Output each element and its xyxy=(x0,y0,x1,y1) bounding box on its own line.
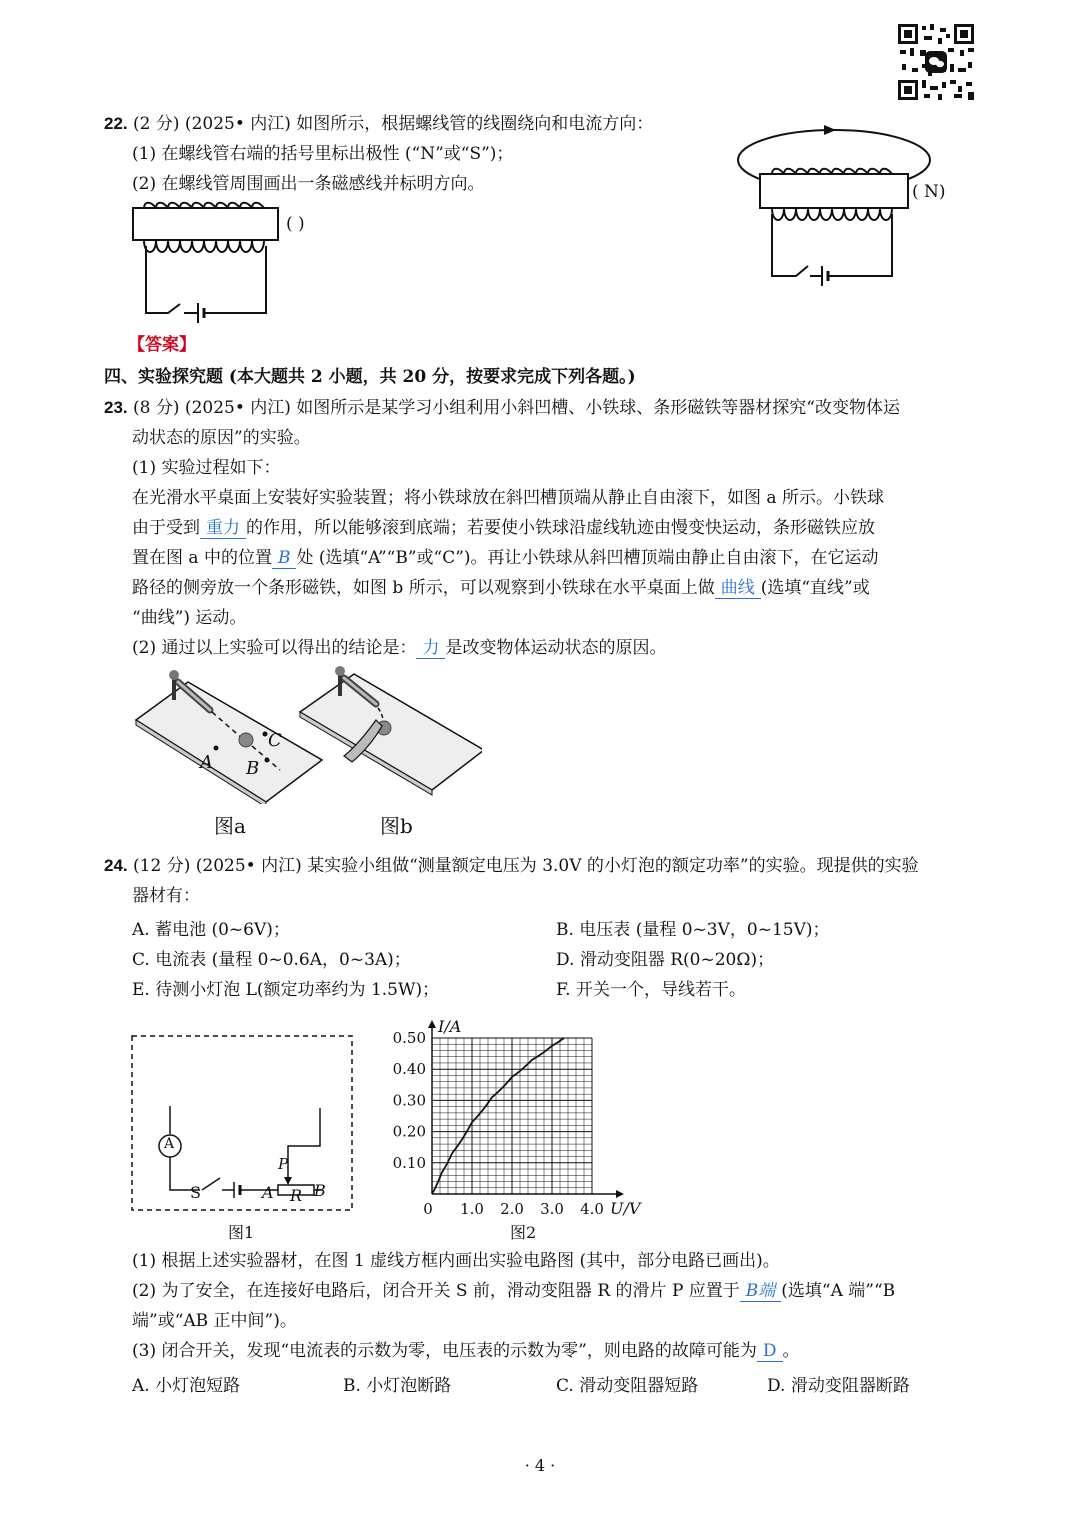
q24-option-a: A. 小灯泡短路 xyxy=(132,1376,241,1396)
y-axis-arrow-icon xyxy=(428,1020,436,1028)
x-tick-label: 2.0 xyxy=(500,1200,524,1218)
q22-part2: (2) 在螺线管周围画出一条磁感线并标明方向。 xyxy=(132,174,485,194)
q23-stem-line1: (8 分) (2025• 内江) 如图所示是某学习小组利用小斜凹槽、小铁球、条形磁铁等器材探究“改变物体运 xyxy=(133,398,900,418)
switch-label: S xyxy=(190,1183,201,1202)
q23-part2-a: (2) 通过以上实验可以得出的结论是： xyxy=(132,638,417,658)
q24-part2 xyxy=(132,1280,895,1302)
q23-answer-blank1: 重力 xyxy=(200,518,246,539)
q23-answer-blank2: B xyxy=(272,548,297,569)
y-tick-label: 0.20 xyxy=(392,1122,426,1141)
q23-line2-a: 由于受到 xyxy=(132,518,200,538)
q24-option-d: D. 滑动变阻器断路 xyxy=(767,1376,910,1396)
q22-answer-pole: ( N) xyxy=(912,182,946,202)
q24-option-c: C. 滑动变阻器短路 xyxy=(556,1376,699,1396)
q24-item-e: E. 待测小灯泡 L(额定功率约为 1.5W)； xyxy=(132,980,440,1000)
q22-answer-label: 【答案】 xyxy=(128,335,196,355)
q24-part2-cont: 端”或“AB 正中间”)。 xyxy=(132,1311,297,1331)
q23-point-c: C xyxy=(268,730,282,751)
q23-part1: (1) 实验过程如下： xyxy=(132,458,281,478)
q23-number: 23. xyxy=(104,398,128,417)
x-tick-label: 0 xyxy=(423,1200,433,1218)
rheostat-end-b-label: B xyxy=(314,1181,326,1200)
q23-line3-b: 处 (选填“A”“B”或“C”)。再让小铁球从斜凹槽顶端由静止自由滚下，在它运动 xyxy=(296,548,879,568)
q23-stem-line2: 动状态的原因”的实验。 xyxy=(132,428,311,448)
q23-answer-blank4: 力 xyxy=(416,638,445,659)
q24-part3-b: 。 xyxy=(782,1341,800,1361)
q22-part1: (1) 在螺线管右端的括号里标出极性 (“N”或“S”)； xyxy=(132,144,514,164)
q24-number: 24. xyxy=(104,856,128,875)
q24-item-c: C. 电流表 (量程 0~0.6A，0~3A)； xyxy=(132,950,411,970)
y-tick-label: 0.30 xyxy=(392,1091,426,1110)
field-line-arrow-icon xyxy=(824,125,836,135)
q24-part2-a: (2) 为了安全，在连接好电路后，闭合开关 S 前，滑动变阻器 R 的滑片 P 应置于 xyxy=(132,1281,740,1301)
q24-item-d: D. 滑动变阻器 R(0~20Ω)； xyxy=(556,950,775,970)
q23-stem xyxy=(104,397,900,419)
slider-label: P xyxy=(278,1155,289,1173)
q23-line4 xyxy=(132,577,870,599)
section4-title: 四、实验探究题 (本大题共 2 小题，共 20 分，按要求完成下列各题。) xyxy=(104,367,636,387)
q24-figure1-caption: 图1 xyxy=(228,1223,255,1242)
q24-item-a: A. 蓄电池 (0~6V)； xyxy=(132,920,290,940)
q23-part2 xyxy=(132,637,666,659)
q24-part1: (1) 根据上述实验器材，在图 1 虚线方框内画出实验电路图 (其中，部分电路已画出)。 xyxy=(132,1251,780,1271)
chart-grid xyxy=(432,1038,592,1194)
x-axis-arrow-icon xyxy=(616,1190,624,1198)
y-axis-label: I/A xyxy=(438,1017,462,1036)
q23-figure-a-caption: 图a xyxy=(214,814,246,838)
rheostat-end-a-label: A xyxy=(262,1183,274,1202)
q23-line4-b: (选填“直线”或 xyxy=(760,578,870,598)
q24-part3-a: (3) 闭合开关，发现“电流表的示数为零，电压表的示数为零”，则电路的故障可能为 xyxy=(132,1341,757,1361)
q23-part2-b: 是改变物体运动状态的原因。 xyxy=(445,638,667,658)
q23-point-a: A xyxy=(200,752,213,773)
y-tick-label: 0.10 xyxy=(392,1153,426,1172)
q23-line4-a: 路径的侧旁放一个条形磁铁，如图 b 所示，可以观察到小铁球在水平桌面上做 xyxy=(132,578,715,598)
y-tick-label: 0.50 xyxy=(392,1029,426,1047)
x-axis-label: U/V xyxy=(610,1199,641,1218)
q22-stem xyxy=(104,113,653,135)
q24-stem-line2: 器材有： xyxy=(132,886,200,906)
q23-line5: “曲线”) 运动。 xyxy=(132,608,247,628)
q24-figure2-caption: 图2 xyxy=(510,1223,537,1242)
q23-point-b: B xyxy=(246,758,260,779)
q24-part2-b: (选填“A 端”“B xyxy=(781,1281,896,1301)
q23-line3 xyxy=(132,547,879,569)
q23-answer-blank3: 曲线 xyxy=(715,578,761,599)
q23-line2-b: 的作用，所以能够滚到底端；若要使小铁球沿虚线轨迹由慢变快运动，条形磁铁应放 xyxy=(246,518,875,538)
q23-figures xyxy=(132,664,482,804)
q22-number: 22. xyxy=(104,114,128,133)
q24-option-b: B. 小灯泡断路 xyxy=(343,1376,452,1396)
q24-part3 xyxy=(132,1340,800,1362)
q23-line3-a: 置在图 a 中的位置 xyxy=(132,548,272,568)
q24-stem xyxy=(104,855,919,877)
ammeter-label: A xyxy=(164,1136,175,1152)
q23-figure-b-caption: 图b xyxy=(380,814,413,838)
y-tick-label: 0.40 xyxy=(392,1060,426,1079)
page-number: · 4 · xyxy=(524,1456,556,1475)
q24-answer-blank1: B端 xyxy=(740,1281,782,1302)
x-tick-label: 1.0 xyxy=(460,1200,484,1218)
q22-answer-figure xyxy=(736,124,976,292)
rheostat-label: R xyxy=(290,1186,303,1205)
q23-line2 xyxy=(132,517,875,539)
q24-answer-blank2: D xyxy=(757,1341,783,1362)
q22-stem-text: (2 分) (2025• 内江) 如图所示，根据螺线管的线圈绕向和电流方向： xyxy=(133,114,654,134)
x-tick-label: 4.0 xyxy=(580,1200,604,1218)
q24-item-b: B. 电压表 (量程 0~3V，0~15V)； xyxy=(556,920,830,940)
q23-line1: 在光滑水平桌面上安装好实验装置；将小铁球放在斜凹槽顶端从静止自由滚下，如图 a 所示。小铁球 xyxy=(132,488,884,508)
q24-iu-chart xyxy=(380,1010,650,1220)
q24-item-f: F. 开关一个，导线若干。 xyxy=(556,980,746,1000)
q24-stem-line1: (12 分) (2025• 内江) 某实验小组做“测量额定电压为 3.0V 的小灯泡的额定功率”的实验。现提供的实验 xyxy=(133,856,919,876)
qr-code xyxy=(898,24,974,100)
q22-pole-blank: ( ) xyxy=(286,214,305,234)
x-tick-label: 3.0 xyxy=(540,1200,564,1218)
